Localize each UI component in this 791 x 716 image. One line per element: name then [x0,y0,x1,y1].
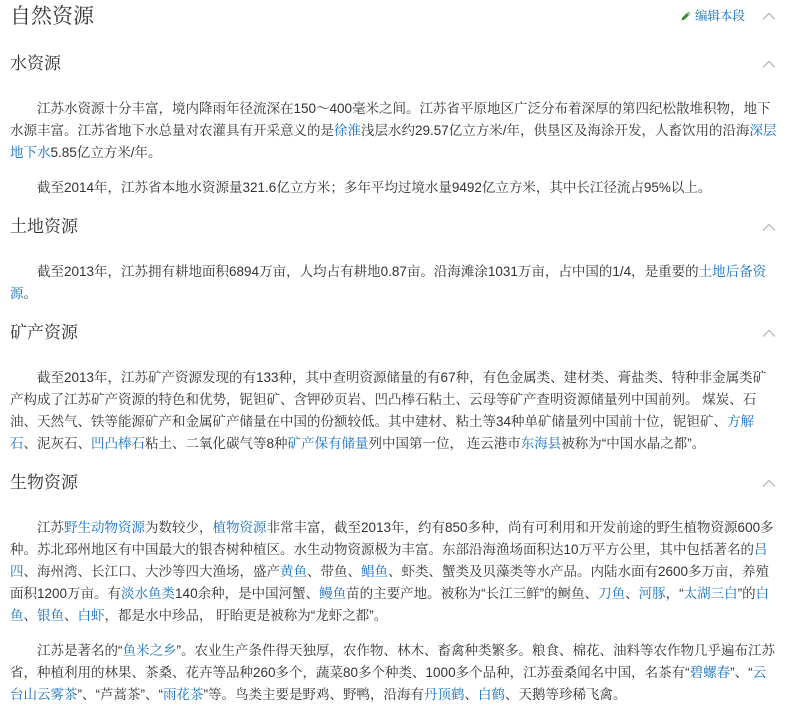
paragraph-text: 列中国第一位， 连云港市 [368,436,521,451]
paragraph-text: ”的 [737,586,756,601]
section-header [0,0,791,36]
paragraph-text: 、虾类、蟹类及贝藻类等水产品。内陆水面有2600多万亩，养殖面积1200万亩。有 [10,564,770,601]
wiki-link[interactable]: 白虾 [77,608,105,623]
paragraph-text: 、 [64,608,78,623]
paragraph-text: 。 [23,286,37,301]
subsection-title: 矿产资源 [10,323,78,342]
wiki-link[interactable]: 矿产保有储量 [287,436,369,451]
wiki-link[interactable]: 方解石 [10,414,755,451]
paragraph-text: 截至2013年，江苏拥有耕地面积6894万亩，人均占有耕地0.87亩。沿海滩涂1031万亩，占中国的1/4，是重要的 [37,264,699,279]
subsection-header [0,50,791,78]
paragraph-text: 截至2014年，江苏省本地水资源量321.6亿立方米；多年平均过境水量9492亿立方米，其中长江径流占95%以上。 [37,180,712,195]
subsection-water-resources [0,50,791,199]
collapse-section-chevron-up-icon[interactable] [761,11,777,21]
paragraph [0,98,791,164]
wiki-link[interactable]: 云台山云雾茶 [10,665,767,702]
subsection-title: 生物资源 [10,473,78,492]
paragraph-text: 苗的主要产地。被称为“长江三鲜”的鲥鱼、 [346,586,599,601]
wiki-link[interactable]: 河豚 [638,586,666,601]
collapse-subsection-chevron-up-icon[interactable] [761,328,777,338]
wiki-link[interactable]: 野生动物资源 [64,520,145,535]
pencil-icon [680,10,692,22]
wiki-link[interactable]: 吕四 [10,542,768,579]
wiki-link[interactable]: 深层地下水 [10,123,777,160]
paragraph-text: 、泥灰石、 [23,436,91,451]
wiki-link[interactable]: 徐淮 [334,123,361,138]
wiki-link[interactable]: 雨花茶 [162,687,204,702]
subsection-land-resources [0,213,791,305]
paragraph-text: 、海州湾、长江口、大沙等四大渔场，盛产 [23,564,280,579]
subsection-biological-resources [0,469,791,706]
subsection-header [0,319,791,347]
wiki-link[interactable]: 刀鱼 [598,586,626,601]
paragraph [0,177,791,199]
subsection-title: 土地资源 [10,217,78,236]
wiki-link[interactable]: 碧螺春 [689,665,731,680]
paragraph-text: 粘土、二氧化碳气等8种 [145,436,288,451]
subsection-mineral-resources [0,319,791,455]
paragraph-text: 江苏是著名的“ [37,643,123,658]
paragraph [0,517,791,627]
paragraph-text: 、带鱼、 [307,564,361,579]
paragraph-text: 、 [464,687,478,702]
subsection-title: 水资源 [10,54,61,73]
paragraph-text: 为数较少， [145,520,213,535]
paragraph-text: ”、“ [730,665,753,680]
subsection-header [0,469,791,497]
wiki-link[interactable]: 土地后备资源 [10,264,767,301]
wiki-link[interactable]: 东海县 [520,436,562,451]
collapse-subsection-chevron-up-icon[interactable] [761,478,777,488]
edit-section-button[interactable] [680,7,745,25]
wiki-link[interactable]: 鲳鱼 [361,564,388,579]
wiki-link[interactable]: 鱼米之乡 [122,643,177,658]
paragraph-text: 江苏水资源十分丰富，境内降雨年径流深在150～400毫米之间。江苏省平原地区广泛分布着深厚的第四纪松散堆积物，地下水源丰富。江苏省地下水总量对农灌具有开采意义的是 [10,101,771,138]
wiki-link[interactable]: 白鹤 [477,687,505,702]
edit-section-label: 编辑本段 [694,9,745,23]
collapse-subsection-chevron-up-icon[interactable] [761,59,777,69]
paragraph [0,640,791,706]
wiki-link[interactable]: 银鱼 [37,608,64,623]
paragraph-text: ”等。鸟类主要是野鸡、野鸭，沿海有 [203,687,424,702]
wiki-link[interactable]: 淡水鱼类 [121,586,176,601]
paragraph-text: ”。农业生产条件得天独厚，农作物、林木、畜禽种类繁多。粮食、棉花、油料等农作物几乎遍布江苏省，种植利用的林果、茶桑、花卉等品种260多个，蔬菜80多个种类、1000多个品种，江苏蚕桑闻名中国，名茶有“ [10,643,775,680]
wiki-link[interactable]: 凹凸棒石 [91,436,145,451]
paragraph-text: 截至2013年，江苏矿产资源发现的有133种，其中查明资源储量的有67种，有色金属类、建材类、膏盐类、特种非金属类矿产构成了江苏矿产资源的特色和优势，铌钽矿、含钾砂页岩、凹凸棒石粘土、云母等矿产查明资源储量列中国前列。 煤炭、石油、天然气、铁等能源矿产和金属矿产储量在中国的份额较低。其中建材、粘土等34种单矿储量列中国前十位，铌钽矿、 [10,370,767,429]
wiki-link[interactable]: 白鱼 [10,586,770,623]
paragraph-text: 5.85亿立方米/年。 [50,145,162,160]
paragraph-text: 、 [625,586,639,601]
paragraph-text: ，都是水中珍品， 盱眙更是被称为“龙虾之都”。 [104,608,388,623]
paragraph-text: 、天鹅等珍稀飞禽。 [504,687,627,702]
wiki-link[interactable]: 鳗鱼 [319,586,347,601]
paragraph-text: 江苏 [37,520,64,535]
paragraph-text: ”、“芦蒿茶”、“ [77,687,163,702]
paragraph-text: 被称为“中国水晶之都”。 [561,436,706,451]
paragraph-text: ，“ [665,586,684,601]
paragraph-text: 非常丰富，截至2013年，约有850多种，尚有可利用和开发前途的野生植物资源600多种。苏北邳州地区有中国最大的银杏树种植区。水生动物资源极为丰富。东部沿海渔场面积达10万平方公里，其中包括著名的 [10,520,774,557]
paragraph-text: 、 [23,608,37,623]
wiki-link[interactable]: 黄鱼 [280,564,307,579]
section-title: 自然资源 [10,5,94,28]
paragraph [0,261,791,305]
wiki-link[interactable]: 丹顶鹤 [423,687,465,702]
paragraph-text: 140余种，是中国河蟹、 [175,586,320,601]
wiki-link[interactable]: 太湖三白 [683,586,738,601]
collapse-subsection-chevron-up-icon[interactable] [761,222,777,232]
paragraph [0,367,791,455]
subsection-header [0,213,791,241]
wiki-link[interactable]: 植物资源 [212,520,267,535]
paragraph-text: 浅层水约29.57亿立方米/年，供垦区及海涂开发，人畜饮用的沿海 [361,123,750,138]
